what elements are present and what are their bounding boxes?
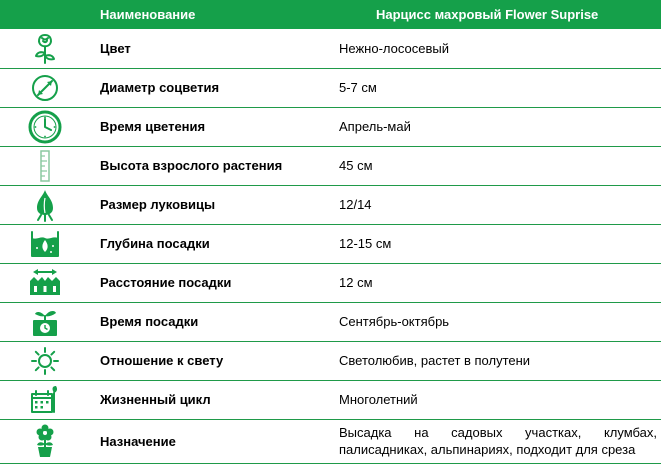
table-row	[0, 146, 661, 185]
row-value: Многолетний	[329, 380, 661, 419]
icon-cell	[0, 185, 89, 224]
row-name: Размер луковицы	[89, 185, 329, 224]
icon-cell	[0, 107, 89, 146]
row-value: Сентябрь-октябрь	[329, 302, 661, 341]
table-row	[0, 380, 661, 419]
icon-cell	[0, 29, 89, 68]
table-header-row	[0, 0, 661, 29]
table-row	[0, 68, 661, 107]
row-name: Диаметр соцветия	[89, 68, 329, 107]
row-value: Нежно-лососевый	[329, 29, 661, 68]
row-value: 12 см	[329, 263, 661, 302]
row-name: Жизненный цикл	[89, 380, 329, 419]
icon-cell	[0, 263, 89, 302]
icon-cell	[0, 224, 89, 263]
icon-cell	[0, 302, 89, 341]
table-row	[0, 263, 661, 302]
table-row	[0, 419, 661, 463]
planting-distance-icon	[28, 267, 62, 299]
table-row	[0, 185, 661, 224]
icon-cell	[0, 380, 89, 419]
table-row	[0, 107, 661, 146]
bulb-icon	[31, 188, 59, 222]
icon-cell	[0, 146, 89, 185]
flower-pot-icon	[30, 423, 60, 459]
row-value: 45 см	[329, 146, 661, 185]
sun-icon	[29, 345, 61, 377]
row-value: Светолюбив, растет в полутени	[329, 341, 661, 380]
row-name: Отношение к свету	[89, 341, 329, 380]
icon-cell	[0, 68, 89, 107]
table-row	[0, 341, 661, 380]
row-name: Цвет	[89, 29, 329, 68]
table-row	[0, 29, 661, 68]
icon-cell	[0, 419, 89, 463]
planting-depth-icon	[29, 228, 61, 260]
icon-cell	[0, 341, 89, 380]
planting-time-icon	[30, 306, 60, 338]
table-row	[0, 224, 661, 263]
row-name: Время посадки	[89, 302, 329, 341]
row-value: Высадка на садовых участках, клумбах, палисадниках, альпинариях, подходит для среза	[329, 419, 661, 463]
clock-icon	[28, 110, 62, 144]
row-value: Апрель-май	[329, 107, 661, 146]
header-product: Нарцисс махровый Flower Suprise	[329, 0, 661, 29]
table-row	[0, 302, 661, 341]
row-name: Глубина посадки	[89, 224, 329, 263]
diameter-icon	[30, 73, 60, 103]
row-name: Назначение	[89, 419, 329, 463]
header-icon-cell	[0, 0, 89, 29]
row-value: 12/14	[329, 185, 661, 224]
row-value: 12-15 см	[329, 224, 661, 263]
row-value: 5-7 см	[329, 68, 661, 107]
rose-icon	[30, 31, 60, 65]
header-name: Наименование	[89, 0, 329, 29]
ruler-icon	[37, 149, 53, 183]
row-name: Расстояние посадки	[89, 263, 329, 302]
row-name: Время цветения	[89, 107, 329, 146]
calendar-plant-icon	[29, 384, 61, 416]
row-name: Высота взрослого растения	[89, 146, 329, 185]
